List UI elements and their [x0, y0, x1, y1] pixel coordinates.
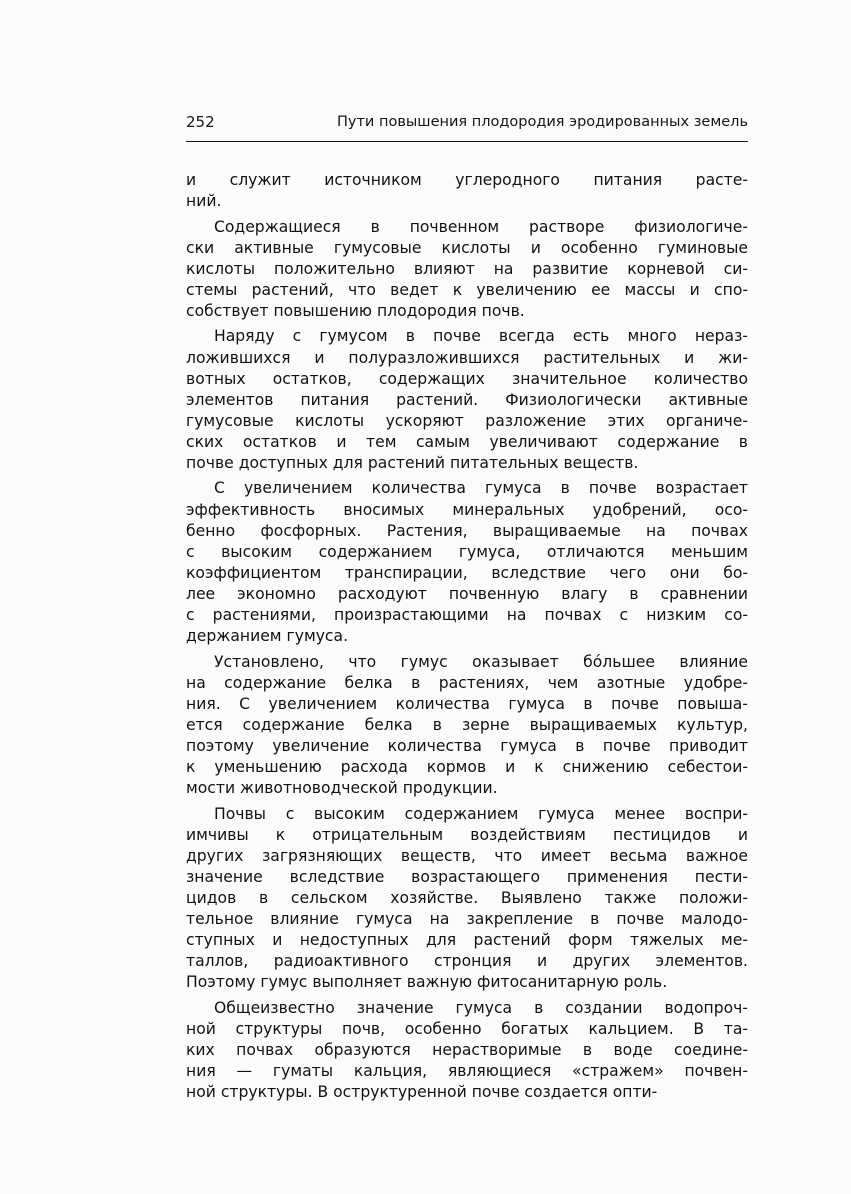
paragraph: [186, 804, 748, 994]
text-line: тельное влияние гумуса на закрепление в почве малодо-: [186, 910, 748, 929]
paragraph: [186, 478, 748, 647]
text-line: ной структуры почв, особенно богатых кальцием. В та-: [186, 1020, 748, 1038]
text-line: ния. С увеличением количества гумуса в почве повыша-: [186, 694, 748, 713]
text-line: поэтому увеличение количества гумуса в почве приводит: [186, 737, 748, 755]
text-line: цидов в сельском хозяйстве. Выявлено также положи-: [186, 889, 748, 908]
text-line: на содержание белка в растениях, чем азотные удобре-: [186, 673, 748, 692]
running-title: Пути повышения плодородия эродированных земель: [337, 114, 748, 130]
text-line: к уменьшению расхода кормов и к снижению себестои-: [186, 758, 748, 777]
text-line: стемы растений, что ведет к увеличению ее массы и спо-: [186, 280, 748, 299]
page-header: [186, 111, 748, 142]
paragraph: [186, 998, 748, 1103]
paragraph: [186, 326, 748, 474]
text-line: ний.: [186, 192, 222, 211]
text-line: коэффициентом транспирации, вследствие чего они бо-: [186, 563, 748, 582]
page-number: 252: [186, 113, 215, 131]
text-line: таллов, радиоактивного стронция и других элементов.: [186, 952, 748, 971]
text-line: ния — гуматы кальция, являющиеся «стражем» почвен-: [186, 1062, 748, 1081]
text-line: ских остатков и тем самым увеличивают содержание в: [186, 432, 748, 451]
text-line: Поэтому гумус выполняет важную фитосанитарную роль.: [186, 973, 668, 992]
text-line: Содержащиеся в почвенном растворе физиологиче-: [214, 217, 748, 236]
paragraph: [186, 170, 748, 212]
text-line: Почвы с высоким содержанием гумуса менее воспри-: [214, 804, 748, 823]
text-line: бенно фосфорных. Растения, выращиваемые на почвах: [186, 521, 748, 540]
text-line: ложившихся и полуразложившихся растительных и жи-: [186, 348, 748, 367]
paragraph: [186, 217, 748, 322]
text-line: и служит источником углеродного питания расте-: [186, 171, 748, 189]
text-line: собствует повышению плодородия почв.: [186, 301, 525, 320]
text-line: С увеличением количества гумуса в почве возрастает: [214, 479, 748, 498]
text-line: гумусовые кислоты ускоряют разложение этих органиче-: [186, 411, 748, 430]
text-line: имчивы к отрицательным воздействиям пестицидов и: [186, 825, 748, 844]
text-line: Установлено, что гумус оказывает бóльшее влияние: [214, 652, 748, 671]
text-line: кислоты положительно влияют на развитие корневой си-: [186, 259, 748, 278]
text-line: вотных остатков, содержащих значительное количество: [186, 369, 748, 388]
text-line: ступных и недоступных для растений форм тяжелых ме-: [186, 931, 748, 950]
text-line: Общеизвестно значение гумуса в создании водопроч-: [214, 998, 748, 1017]
text-line: ной структуры. В оструктуренной почве создается опти-: [186, 1083, 658, 1102]
text-line: лее экономно расходуют почвенную влагу в сравнении: [186, 584, 748, 603]
text-line: Наряду с гумусом в почве всегда есть много нераз-: [214, 327, 748, 346]
text-line: почве доступных для растений питательных веществ.: [186, 454, 639, 472]
text-line: значение вследствие возрастающего применения пести-: [186, 867, 748, 886]
text-line: ски активные гумусовые кислоты и особенно гуминовые: [186, 238, 748, 257]
text-line: с высоким содержанием гумуса, отличаются меньшим: [186, 542, 748, 561]
text-line: с растениями, произрастающими на почвах с низким со-: [186, 606, 748, 625]
text-line: ется содержание белка в зерне выращиваемых культур,: [186, 715, 748, 734]
text-line: держанием гумуса.: [186, 627, 349, 646]
body-text: [186, 170, 748, 1108]
text-line: эффективность вносимых минеральных удобрений, осо-: [186, 500, 748, 519]
text-line: других загрязняющих веществ, что имеет весьма важное: [186, 846, 748, 865]
text-line: ких почвах образуются нерастворимые в воде соедине-: [186, 1041, 748, 1060]
text-line: элементов питания растений. Физиологически активные: [186, 390, 748, 409]
text-line: мости животноводческой продукции.: [186, 779, 498, 798]
paragraph: [186, 652, 748, 800]
